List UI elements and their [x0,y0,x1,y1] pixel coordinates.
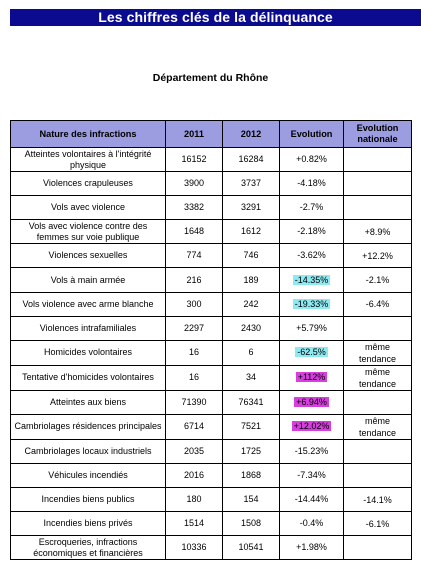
cell-evolution-nationale [344,196,412,220]
evolution-value: +6.94% [296,396,327,407]
table-row [11,365,412,390]
evolution-value: -2.7% [299,202,324,213]
cell-evolution [280,463,344,487]
table-row [11,244,412,268]
crime-statistics-table [10,120,412,560]
cell-2012: 16284 [223,148,280,172]
cell-nature: Incendies biens privés [11,512,166,536]
cell-2012: 242 [223,292,280,316]
cell-nature: Violences intrafamiliales [11,316,166,340]
cell-2011: 3900 [166,172,223,196]
cell-evolution-nationale [344,172,412,196]
cell-nature: Vols à main armée [11,268,166,292]
cell-2012: 10541 [223,536,280,560]
cell-evolution [280,488,344,512]
cell-2012: 2430 [223,316,280,340]
cell-2011: 71390 [166,390,223,414]
cell-evolution-nationale: +8.9% [344,220,412,244]
cell-2011: 216 [166,268,223,292]
cell-evolution [280,414,344,439]
column-header-nature: Nature des infractions [11,121,166,148]
table-row [11,512,412,536]
evolution-value: +5.79% [296,322,327,333]
cell-2012: 76341 [223,390,280,414]
cell-nature: Cambriolages résidences principales [11,414,166,439]
table-row [11,488,412,512]
cell-evolution [280,292,344,316]
cell-2011: 3382 [166,196,223,220]
cell-nature: Vols violence avec arme blanche [11,292,166,316]
column-header-2012: 2012 [223,121,280,148]
table-row [11,172,412,196]
table-row [11,536,412,560]
cell-2011: 6714 [166,414,223,439]
department-subtitle: Département du Rhône [152,72,269,84]
cell-evolution-nationale: même tendance [344,414,412,439]
cell-nature: Atteintes volontaires à l'intégrité physique [11,148,166,172]
evolution-value: +1.98% [296,542,327,553]
table-row [11,414,412,439]
cell-nature: Atteintes aux biens [11,390,166,414]
table-row [11,292,412,316]
column-header-evolution: Evolution [280,121,344,148]
cell-2011: 774 [166,244,223,268]
table-row [11,463,412,487]
table-row [11,439,412,463]
cell-evolution-nationale: -2.1% [344,268,412,292]
evolution-value: -15.23% [294,445,329,456]
table-row [11,268,412,292]
cell-2012: 34 [223,365,280,390]
evolution-value: +12.02% [293,421,330,432]
cell-2012: 1725 [223,439,280,463]
cell-2011: 10336 [166,536,223,560]
cell-2011: 2297 [166,316,223,340]
table-row [11,340,412,365]
cell-2012: 1612 [223,220,280,244]
evolution-value: -14.35% [294,274,329,285]
cell-evolution [280,340,344,365]
cell-nature: Vols avec violence [11,196,166,220]
cell-nature: Tentative d'homicides volontaires [11,365,166,390]
cell-2011: 16152 [166,148,223,172]
page-title-banner: Les chiffres clés de la délinquance [10,9,421,26]
table-row [11,220,412,244]
column-header-evolution-nationale: Evolution nationale [344,121,412,148]
cell-evolution-nationale [344,148,412,172]
cell-2011: 2035 [166,439,223,463]
evolution-value: -7.34% [297,469,326,480]
cell-2011: 300 [166,292,223,316]
cell-evolution [280,439,344,463]
cell-evolution-nationale [344,536,412,560]
cell-2011: 2016 [166,463,223,487]
column-header-2011: 2011 [166,121,223,148]
cell-2012: 6 [223,340,280,365]
cell-evolution [280,316,344,340]
cell-evolution [280,536,344,560]
table-row [11,148,412,172]
cell-2012: 7521 [223,414,280,439]
cell-nature: Vols avec violence contre des femmes sur voie publique [11,220,166,244]
cell-2012: 746 [223,244,280,268]
cell-nature: Véhicules incendiés [11,463,166,487]
cell-evolution-nationale [344,316,412,340]
evolution-value: -62.5% [297,347,326,358]
cell-evolution [280,172,344,196]
cell-2011: 16 [166,340,223,365]
cell-evolution-nationale: -14.1% [344,488,412,512]
cell-2011: 180 [166,488,223,512]
cell-evolution [280,390,344,414]
cell-nature: Violences sexuelles [11,244,166,268]
evolution-value: -0.4% [299,518,324,529]
cell-evolution [280,220,344,244]
cell-nature: Violences crapuleuses [11,172,166,196]
table-row [11,390,412,414]
cell-2011: 16 [166,365,223,390]
cell-2011: 1648 [166,220,223,244]
cell-evolution-nationale [344,439,412,463]
evolution-value: -19.33% [294,298,329,309]
table-header-row [11,121,412,148]
evolution-value: +112% [297,372,326,383]
evolution-value: -2.18% [297,226,326,237]
evolution-value: -14.44% [294,494,329,505]
cell-evolution-nationale: même tendance [344,365,412,390]
cell-2012: 3737 [223,172,280,196]
cell-2012: 189 [223,268,280,292]
cell-evolution [280,268,344,292]
evolution-value: -4.18% [297,178,326,189]
cell-2012: 1508 [223,512,280,536]
cell-evolution [280,244,344,268]
cell-nature: Cambriolages locaux industriels [11,439,166,463]
cell-2011: 1514 [166,512,223,536]
cell-2012: 154 [223,488,280,512]
evolution-value: +0.82% [296,154,327,165]
cell-2012: 1868 [223,463,280,487]
cell-evolution-nationale [344,390,412,414]
cell-nature: Homicides volontaires [11,340,166,365]
table-row [11,316,412,340]
cell-evolution-nationale: -6.4% [344,292,412,316]
table-body [11,148,412,560]
cell-evolution-nationale: même tendance [344,340,412,365]
cell-evolution [280,512,344,536]
cell-nature: Incendies biens publics [11,488,166,512]
cell-2012: 3291 [223,196,280,220]
cell-evolution-nationale [344,463,412,487]
cell-evolution [280,196,344,220]
cell-evolution-nationale: -6.1% [344,512,412,536]
evolution-value: -3.62% [297,250,326,261]
cell-evolution [280,365,344,390]
table-row [11,196,412,220]
cell-evolution-nationale: +12.2% [344,244,412,268]
cell-nature: Escroqueries, infractions économiques et financières [11,536,166,560]
cell-evolution [280,148,344,172]
